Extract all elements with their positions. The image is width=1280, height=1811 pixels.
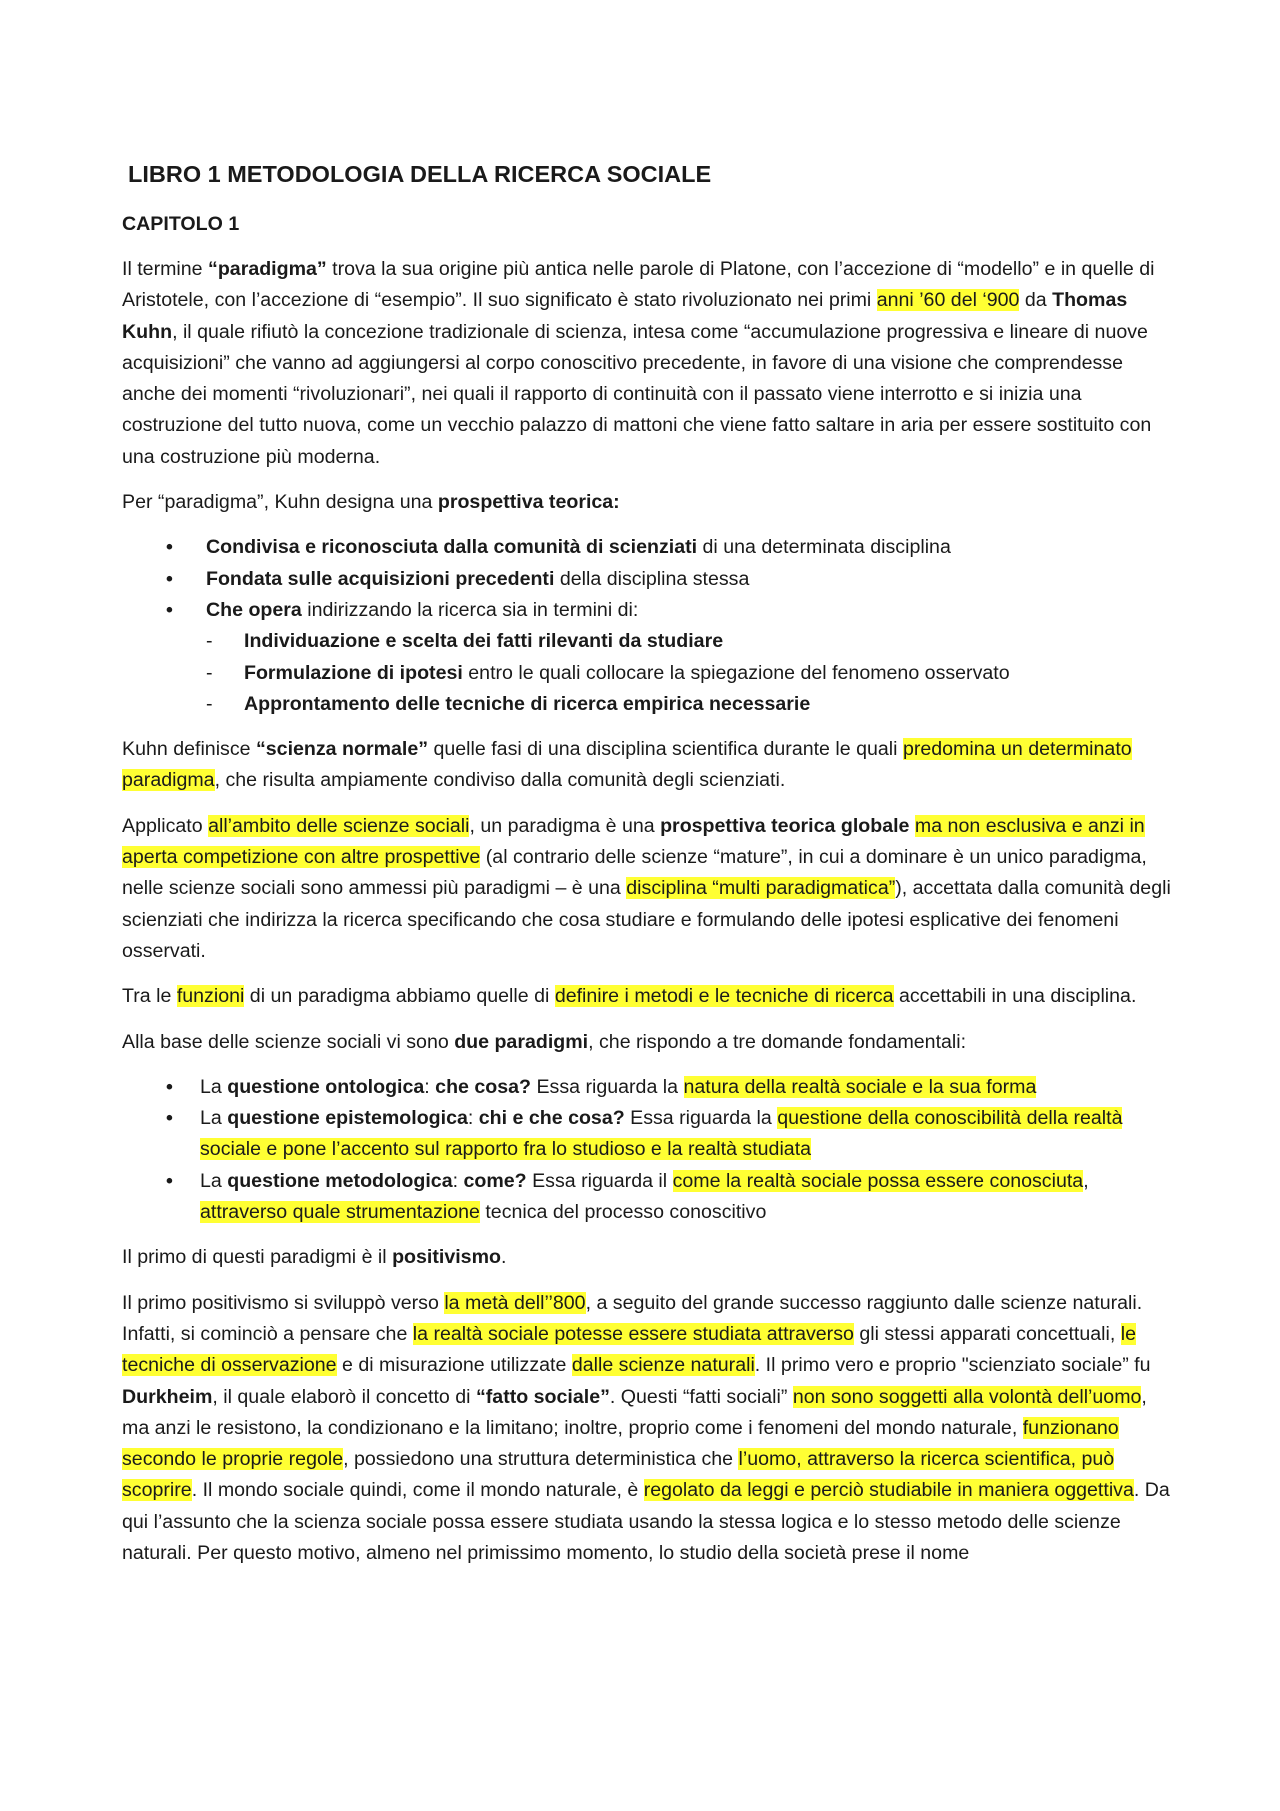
highlight: le tecniche di osservazione [122,1322,1137,1377]
text: Essa riguarda la [531,1075,684,1098]
bold-term: Individuazione e scelta dei fatti rilevanti da studiare [244,630,724,653]
paragraph-positivismo-intro [122,1242,1172,1273]
bold-term: “paradigma” [208,258,327,280]
text: gli stessi apparati concettuali, [853,1322,1121,1345]
list-item [122,1072,1172,1103]
bold-term: Condivisa e riconosciuta dalla comunità di scienziati [206,536,698,559]
list-item [122,1103,1172,1166]
highlight: all’ambito delle scienze sociali [208,814,470,837]
text: : [467,1107,479,1130]
list-item [122,595,1172,720]
text: Il termine [122,258,209,280]
text: accettabili in una disciplina. [893,985,1137,1008]
text: , il quale rifiutò la concezione tradizionale di scienza, intesa come “accumulazione progressiva e lineare di nuove acquisizioni” che vanno ad aggiungersi al corpo conoscitivo precedente, in favore di una visione che comprendesse anche dei momenti “rivoluzionari”, nei quali il rapporto di continuità con il passato viene interrotto e si inizia una costruzione del tutto nuova, come un vecchio palazzo di mattoni che viene fatto saltare in aria per essere sostituito con una costruzione più moderna. [122,320,1152,468]
text: Tra le [122,985,177,1008]
document-body [122,158,1172,1583]
paragraph-prospettiva [122,487,1172,518]
bold-term: Che opera [206,598,302,621]
text: , possiedono una struttura deterministica che [343,1448,739,1471]
text: Essa riguarda la [624,1107,778,1130]
text: La [200,1107,228,1130]
bold-term: questione epistemologica [227,1107,468,1130]
bold-term: come? [463,1169,527,1192]
text: . Il mondo sociale quindi, come il mondo naturale, è [191,1479,644,1502]
bold-term: prospettiva teorica globale [660,814,910,837]
text: da [1019,289,1053,312]
highlight: l’uomo, attraverso la ricerca scientifica, può scoprire [122,1448,1115,1502]
text: tecnica del processo conoscitivo [479,1201,767,1224]
text: della disciplina stessa [554,567,750,590]
dash-list [206,626,1172,720]
bold-term: questione ontologica [227,1075,425,1098]
bold-term: questione metodologica [227,1169,453,1192]
text: indirizzando la ricerca sia in termini di: [301,598,639,621]
highlight: definire i metodi e le tecniche di ricerca [554,985,894,1008]
list-item [122,1166,1172,1229]
text: , il quale elaborò il concetto di [212,1385,476,1408]
paragraph-scienze-sociali [122,811,1172,967]
text: Essa riguarda il [526,1169,673,1192]
bold-term: Thomas Kuhn [122,289,1128,343]
text: di un paradigma abbiamo quelle di [244,985,555,1008]
text: : [424,1075,436,1098]
highlight: la metà dell’’800 [444,1291,586,1314]
bold-term: che cosa? [435,1075,532,1098]
bold-term: chi e che cosa? [478,1107,625,1130]
bold-term: Formulazione di ipotesi [244,661,463,684]
highlight: ma non esclusiva e anzi in aperta competizione con altre prospettive [122,814,1145,869]
bold-term: due paradigmi [454,1030,589,1053]
highlight: funzionano secondo le proprie regole [122,1416,1119,1471]
highlight: disciplina “multi paradigmatica” [626,877,896,900]
list-item [122,689,1172,720]
paragraph-scienza-normale [122,734,1172,797]
bullet-list-questioni [122,1072,1172,1228]
text: trova la sua origine più antica nelle parole di Platone, con l’accezione di “modello” e in quelle di Aristotele, con l’accezione di “esempio”. Il suo significato è stato rivoluzionato nei primi [122,258,1155,312]
text: Kuhn definisce [122,738,256,761]
chapter-heading: CAPITOLO 1 [122,213,240,235]
paragraph-primo-positivismo [122,1288,1172,1570]
list-item [122,626,1172,657]
text: Per “paradigma”, Kuhn designa una [122,491,438,514]
list-item [122,532,1172,563]
text: e di misurazione utilizzate [336,1354,572,1377]
text: , un paradigma è una [469,814,661,837]
text: (al contrario delle scienze “mature”, in cui a dominare è un unico paradigma, nelle scienze sociali sono ammessi più paradigmi – è una [122,846,1147,900]
paragraph-funzioni [122,981,1172,1012]
bullet-list-prospettiva [122,532,1172,720]
text: : [452,1169,464,1192]
highlight: regolato da leggi e perciò studiabile in maniera oggettiva [643,1479,1134,1502]
highlight: anni ’60 del ‘900 [876,289,1020,312]
bold-term: prospettiva teorica: [437,491,620,514]
text: di una determinata disciplina [697,536,951,559]
paragraph-due-paradigmi [122,1027,1172,1058]
text: , a seguito del grande successo raggiunto dalle scienze naturali. Infatti, si cominciò a pensare che [122,1291,1143,1345]
list-item [122,564,1172,595]
text: ), accettata dalla comunità degli scienziati che indirizza la ricerca specificando che cosa studiare e formulando delle ipotesi esplicative dei fenomeni osservati. [122,877,1171,962]
bold-term: Durkheim [122,1385,213,1408]
text: Il primo di questi paradigmi è il [122,1246,393,1269]
paragraph-paradigma [122,254,1172,473]
text: entro le quali collocare la spiegazione del fenomeno osservato [462,661,1010,684]
highlight: non sono soggetti alla volontà dell’uomo [792,1385,1142,1408]
text: , ma anzi le resistono, la condizionano e la limitano; inoltre, proprio come i fenomeni del mondo naturale, [122,1385,1147,1439]
highlight: attraverso quale strumentazione [200,1201,480,1224]
text: . Questi “fatti sociali” [609,1385,793,1408]
bold-term: Fondata sulle acquisizioni precedenti [206,567,555,590]
highlight: la realtà sociale potesse essere studiata attraverso [412,1322,854,1345]
bold-term: “fatto sociale” [475,1385,610,1408]
text: quelle fasi di una disciplina scientifica durante le quali [428,738,903,761]
text: Applicato [122,814,209,837]
text: . [500,1246,507,1269]
text: La [200,1075,228,1098]
bold-term: Approntamento delle tecniche di ricerca empirica necessarie [244,692,811,715]
highlight: dalle scienze naturali [571,1354,755,1377]
text: La [200,1169,228,1192]
text: . Da qui l’assunto che la scienza sociale possa essere studiata usando la stessa logica e lo stesso metodo delle scienze naturali. Per questo motivo, almeno nel primissimo momento, lo studio della società prese il nome [122,1479,1170,1564]
highlight: predomina un determinato paradigma [122,738,1132,792]
text: , che rispondo a tre domande fondamentali: [588,1030,967,1053]
highlight: come la realtà sociale possa essere conosciuta [672,1169,1084,1192]
list-item [122,658,1172,689]
highlight: questione della conoscibilità della realtà sociale e pone l’accento sul rapporto fra lo studioso e la realtà studiata [200,1107,1123,1161]
text: Alla base delle scienze sociali vi sono [122,1030,455,1053]
text: Il primo positivismo si sviluppò verso [122,1291,445,1314]
bold-term: “scienza normale” [255,738,429,761]
highlight: funzioni [176,985,245,1008]
document-title: LIBRO 1 METODOLOGIA DELLA RICERCA SOCIALE [128,161,712,187]
text: . Il primo vero e proprio "scienziato sociale” fu [754,1354,1151,1377]
highlight: natura della realtà sociale e la sua forma [683,1075,1037,1098]
text: , che risulta ampiamente condiviso dalla comunità degli scienziati. [214,769,786,792]
bold-term: positivismo [392,1246,501,1269]
text: , [1083,1169,1089,1192]
